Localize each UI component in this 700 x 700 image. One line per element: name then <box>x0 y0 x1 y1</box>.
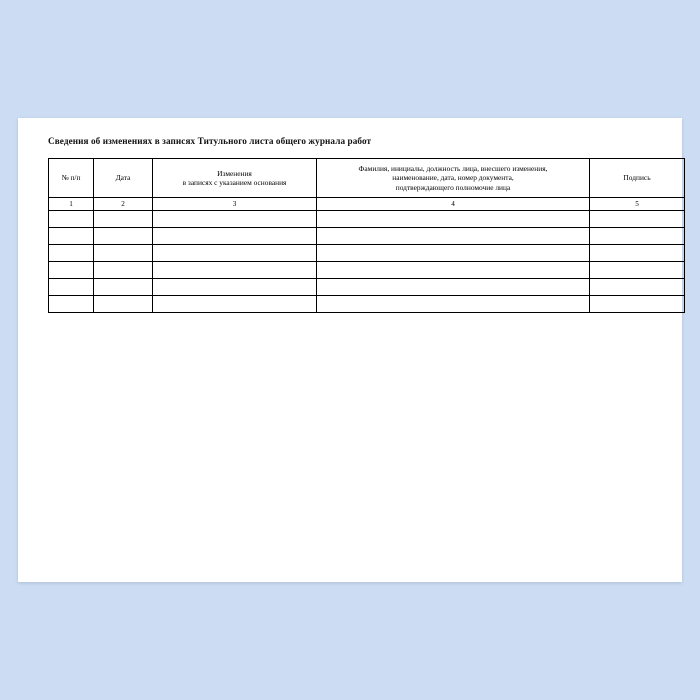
table-blank-rows <box>49 211 685 313</box>
table-cell-empty[interactable] <box>590 296 685 313</box>
table-cell-empty[interactable] <box>94 245 153 262</box>
column-header-date: Дата <box>94 159 153 198</box>
column-number-cell: 2 <box>94 198 153 211</box>
table-cell-empty[interactable] <box>94 296 153 313</box>
table-cell-empty[interactable] <box>49 262 94 279</box>
table-cell-empty[interactable] <box>590 211 685 228</box>
table-cell-empty[interactable] <box>153 211 317 228</box>
column-header-person: Фамилия, инициалы, должность лица, внесшего изменения, наименование, дата, номер документа, подтверждающего полномочие лица <box>317 159 590 198</box>
table-row[interactable] <box>49 245 685 262</box>
changes-journal-table <box>48 158 685 313</box>
table-cell-empty[interactable] <box>317 245 590 262</box>
table-cell-empty[interactable] <box>153 262 317 279</box>
table-cell-empty[interactable] <box>590 279 685 296</box>
table-row[interactable] <box>49 279 685 296</box>
table-row[interactable] <box>49 296 685 313</box>
table-cell-empty[interactable] <box>49 296 94 313</box>
column-header-changes: Изменения в записях с указанием основания <box>153 159 317 198</box>
table-cell-empty[interactable] <box>94 279 153 296</box>
column-header-signature: Подпись <box>590 159 685 198</box>
table-cell-empty[interactable] <box>317 228 590 245</box>
table-body <box>49 198 685 211</box>
table-cell-empty[interactable] <box>153 228 317 245</box>
table-cell-empty[interactable] <box>49 279 94 296</box>
table-cell-empty[interactable] <box>49 245 94 262</box>
table-cell-empty[interactable] <box>153 279 317 296</box>
table-row[interactable] <box>49 211 685 228</box>
table-header <box>49 159 685 198</box>
column-number-cell: 5 <box>590 198 685 211</box>
table-cell-empty[interactable] <box>153 296 317 313</box>
column-number-cell: 4 <box>317 198 590 211</box>
table-cell-empty[interactable] <box>317 279 590 296</box>
column-header-number: № п/п <box>49 159 94 198</box>
table-cell-empty[interactable] <box>317 262 590 279</box>
column-number-cell: 1 <box>49 198 94 211</box>
page-title: Сведения об изменениях в записях Титульного листа общего журнала работ <box>48 136 372 146</box>
table-cell-empty[interactable] <box>94 262 153 279</box>
table-cell-empty[interactable] <box>49 211 94 228</box>
table-cell-empty[interactable] <box>153 245 317 262</box>
table-cell-empty[interactable] <box>317 296 590 313</box>
table-cell-empty[interactable] <box>590 262 685 279</box>
table-row[interactable] <box>49 228 685 245</box>
column-number-cell: 3 <box>153 198 317 211</box>
table-cell-empty[interactable] <box>49 228 94 245</box>
document-page <box>18 118 682 582</box>
table-row[interactable] <box>49 262 685 279</box>
table-cell-empty[interactable] <box>590 228 685 245</box>
column-numbers-row <box>49 198 685 211</box>
table-cell-empty[interactable] <box>590 245 685 262</box>
table-cell-empty[interactable] <box>94 228 153 245</box>
table-header-row <box>49 159 685 198</box>
table-cell-empty[interactable] <box>317 211 590 228</box>
table-cell-empty[interactable] <box>94 211 153 228</box>
